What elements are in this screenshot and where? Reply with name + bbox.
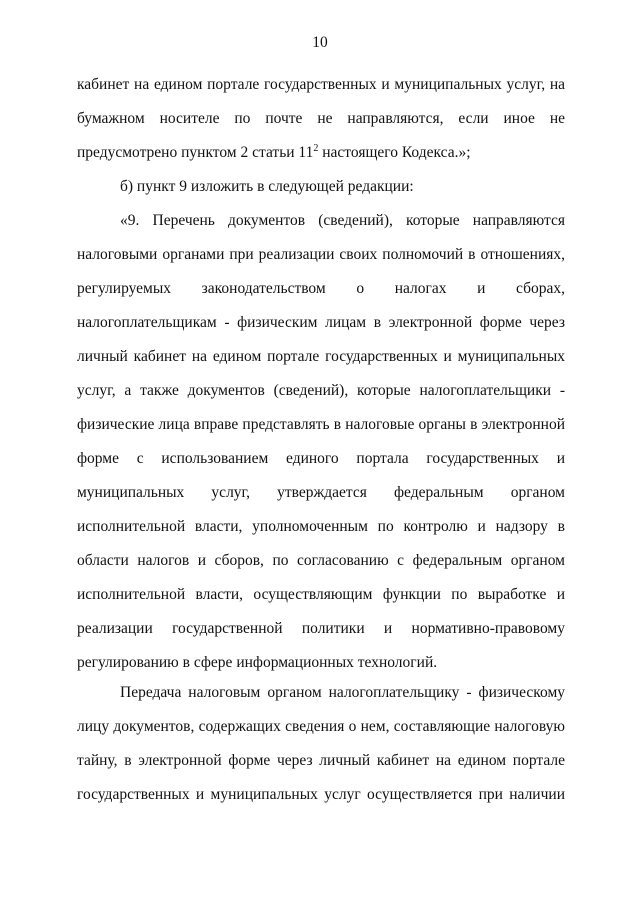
subitem-b: [77, 170, 565, 204]
text-line: личный кабинет на едином портале государственных и муниципальных: [77, 348, 565, 365]
text-line: «9. Перечень документов (сведений), которые направляются: [120, 212, 565, 229]
text-line: налогоплательщикам - физическим лицам в электронной форме через: [77, 314, 565, 331]
text-line: лицу документов, содержащих сведения о нем, составляющие налоговую: [77, 718, 565, 735]
text-line: кабинет на едином портале государственных и муниципальных услуг, на: [77, 76, 565, 93]
text-line: регулируемых законодательством о налогах и сборах,: [77, 280, 565, 297]
text-line: муниципальных услуг, утверждается федеральным органом: [77, 484, 565, 501]
text-line: б) пункт 9 изложить в следующей редакции:: [120, 178, 414, 195]
text-line: реализации государственной политики и нормативно-правовому: [77, 620, 565, 637]
text-line: физические лица вправе представлять в налоговые органы в электронной: [77, 416, 565, 433]
paragraph-9: [77, 204, 565, 680]
text-line: регулированию в сфере информационных технологий.: [77, 654, 438, 671]
superscript: 2: [313, 142, 319, 154]
text-fragment: предусмотрено пунктом 2 статьи 11: [77, 144, 314, 161]
paragraph-transfer: [77, 676, 565, 812]
text-line: исполнительной власти, осуществляющим функции по выработке и: [77, 586, 565, 603]
text-fragment: настоящего Кодекса.»;: [318, 144, 471, 161]
text-line: услуг, а также документов (сведений), которые налогоплательщики -: [77, 382, 565, 399]
text-line: бумажном носителе по почте не направляются, если иное не: [77, 110, 565, 127]
text-line: налоговыми органами при реализации своих полномочий в отношениях,: [77, 246, 565, 263]
text-line: Передача налоговым органом налогоплательщику - физическому: [120, 684, 565, 701]
text-line-with-superscript: [77, 136, 565, 170]
text-line: форме с использованием единого портала государственных и: [77, 450, 565, 467]
text-line: области налогов и сборов, по согласованию с федеральным органом: [77, 552, 565, 569]
page-number: 10: [312, 34, 328, 51]
paragraph-continuation: [77, 68, 565, 170]
text-line: исполнительной власти, уполномоченным по контролю и надзору в: [77, 518, 565, 535]
text-line: государственных и муниципальных услуг осуществляется при наличии: [77, 786, 565, 803]
text-line: тайну, в электронной форме через личный кабинет на едином портале: [77, 752, 565, 769]
